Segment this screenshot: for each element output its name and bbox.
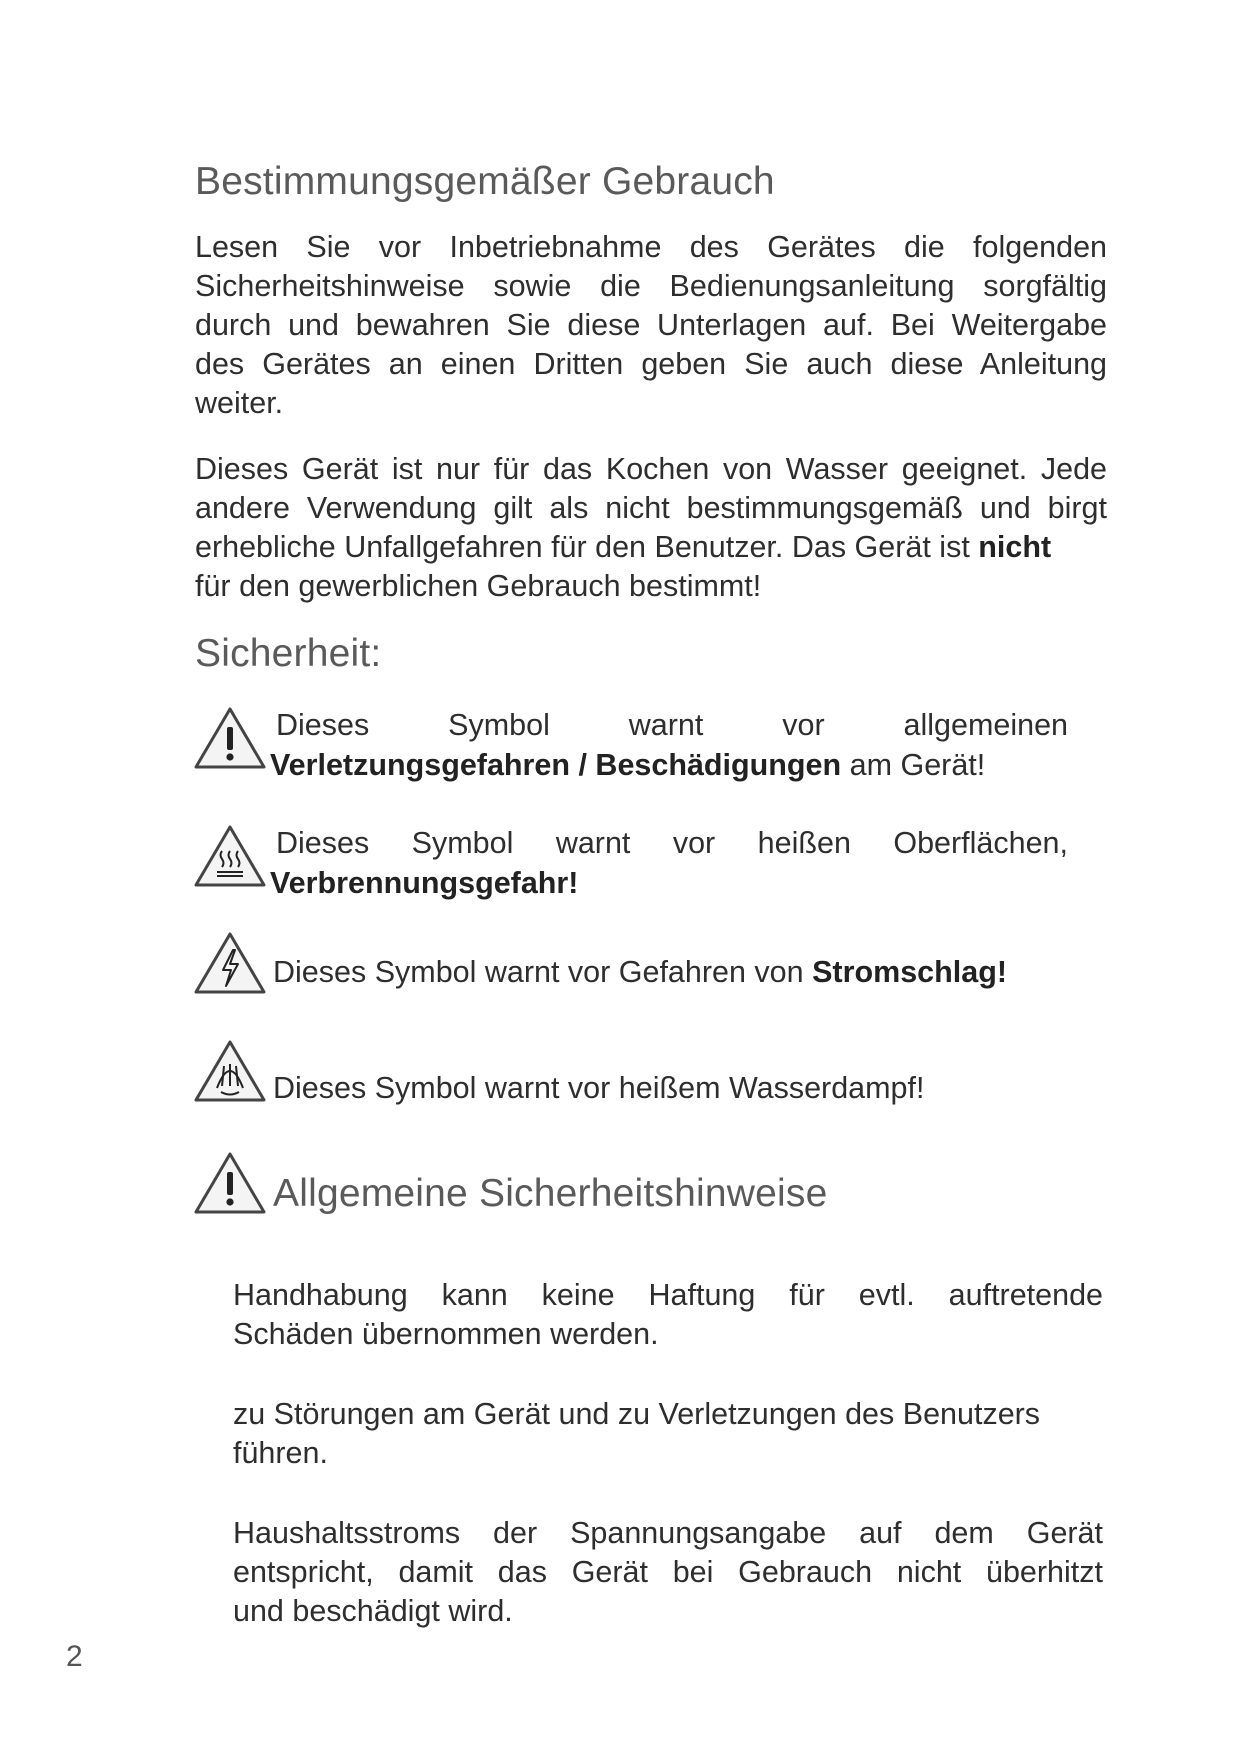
text-line: entspricht, damit das Gerät bei Gebrauch nicht überhitzt (233, 1555, 1103, 1589)
text-line (270, 863, 1068, 903)
text-line: zu Störungen am Gerät und zu Verletzungen des Benutzers (233, 1397, 1041, 1431)
text-line (273, 952, 1068, 992)
emphasis: Verletzungsgefahren / Beschädigungen (270, 748, 842, 782)
section-title-intended-use: Bestimmungsgemäßer Gebrauch (195, 160, 775, 203)
warning-hot-steam-text (273, 1068, 1068, 1108)
text-line: Dieses Symbol warnt vor heißem Wasserdampf! (273, 1071, 925, 1105)
text-line: für den gewerblichen Gebrauch bestimmt! (195, 569, 762, 603)
text-line: Haushaltsstroms der Spannungsangabe auf dem Gerät (233, 1516, 1103, 1550)
intended-use-paragraph-2 (195, 450, 1107, 606)
text-line (195, 528, 1107, 567)
hot-steam-warning-icon (193, 1038, 267, 1104)
emphasis-nicht: nicht (978, 530, 1052, 564)
text-line: des Gerätes an einen Dritten geben Sie auch diese Anleitung (195, 347, 1107, 381)
safety-note-2 (233, 1395, 1103, 1473)
text-run: Dieses Symbol warnt vor Gefahren von (273, 955, 813, 989)
page-number: 2 (66, 1640, 83, 1673)
text-line: Dieses Gerät ist nur für das Kochen von Wasser geeignet. Jede (195, 452, 1107, 486)
text-line: führen. (233, 1436, 328, 1470)
text-run: am Gerät! (841, 748, 986, 782)
exclamation-warning-icon (193, 1150, 267, 1216)
electric-shock-warning-icon (193, 930, 267, 996)
text-line: Schäden übernommen werden. (233, 1317, 659, 1351)
section-title-safety: Sicherheit: (195, 632, 382, 675)
safety-note-3 (233, 1514, 1103, 1631)
exclamation-warning-icon (193, 705, 267, 771)
text-line: Sicherheitshinweise sowie die Bedienungsanleitung sorgfältig (195, 269, 1107, 303)
warning-electric-shock-text (273, 952, 1068, 992)
text-run: erhebliche Unfallgefahren für den Benutzer. Das Gerät ist (195, 530, 979, 564)
text-line: und beschädigt wird. (233, 1594, 513, 1628)
emphasis: Verbrennungsgefahr! (270, 866, 579, 900)
emphasis: Stromschlag! (812, 955, 1007, 989)
section-title-general-safety: Allgemeine Sicherheitshinweise (273, 1172, 828, 1215)
text-line: Dieses Symbol warnt vor heißen Oberflächen, (276, 826, 1068, 860)
text-line (270, 745, 1068, 785)
text-line: Lesen Sie vor Inbetriebnahme des Gerätes die folgenden (195, 230, 1107, 264)
intended-use-paragraph-1 (195, 228, 1107, 423)
text-line: Dieses Symbol warnt vor allgemeinen (276, 708, 1068, 742)
hot-surface-warning-icon (193, 823, 267, 889)
text-line: durch und bewahren Sie diese Unterlagen auf. Bei Weitergabe (195, 308, 1107, 342)
text-line: andere Verwendung gilt als nicht bestimmungsgemäß und birgt (195, 491, 1107, 525)
warning-general-text (270, 705, 1068, 785)
warning-hot-surface-text (270, 823, 1068, 903)
text-line: Handhabung kann keine Haftung für evtl. auftretende (233, 1278, 1103, 1312)
text-line: weiter. (195, 386, 284, 420)
safety-note-1 (233, 1276, 1103, 1354)
